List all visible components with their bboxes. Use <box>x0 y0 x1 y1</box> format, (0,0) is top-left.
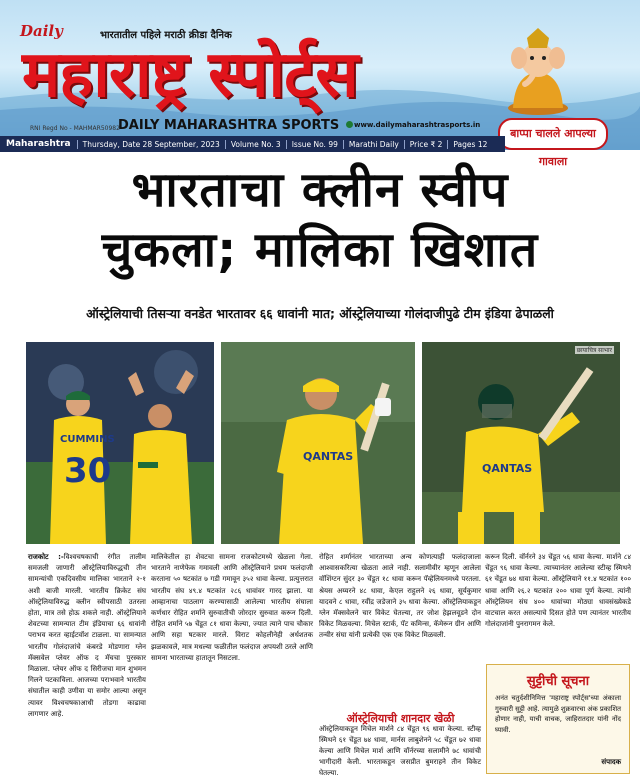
edition-volume: Volume No. 3 <box>225 140 286 149</box>
edition-price: Price ₹ 2 <box>404 140 448 149</box>
headline-line-1: भारताचा क्लीन स्वीप <box>131 162 509 218</box>
article-column-4: करून दिली. वॉर्नरने ३४ चेंडूत ५६ धावा केल्या. मार्शने ८४ चेंडूत ९६ धावा केल्या. त्याच्यानंतर आलेल्या स्टीव्ह स्मिथने ६१ चेंडूत ७४ धावा केल्या. ऑस्ट्रेलियाने ११.४ षटकांत १०० धावा आणि २६.२ षटकांत २०० धावा पूर्ण केल्या. त्यांनी ऑस्ट्रेलियन संघ ४०० धावांच्या मोठ्या धावसंख्येकडे वाटचाल करत असल्याचे दिसत होते पण त्यानंतर भारतीय गोलंदाजांनी पुनरागमन केले. <box>485 553 631 629</box>
edition-info-bar <box>0 136 505 152</box>
sub-headline: ऑस्ट्रेलियाची तिसऱ्या वनडेत भारतावर ६६ धावांनी मात; ऑस्ट्रेलियाच्या गोलंदाजीपुढे टीम इंडिया ढेपाळली <box>86 306 554 321</box>
svg-text:QANTAS: QANTAS <box>482 462 533 475</box>
notice-title: सुट्टीची सूचना <box>526 674 590 689</box>
masthead-title: महाराष्ट्र स्पोर्ट्स <box>22 38 358 112</box>
svg-text:30: 30 <box>64 451 112 491</box>
edition-state: Maharashtra <box>0 139 77 149</box>
article-column-1 <box>28 552 146 777</box>
edition-pages: Pages 12 <box>447 140 492 149</box>
edition-date: Thursday, Date 28 September, 2023 <box>77 140 225 149</box>
edition-issue: Issue No. 99 <box>286 140 343 149</box>
masthead-daily: Daily <box>20 22 63 40</box>
photo-players-celebrating <box>26 342 214 544</box>
svg-text:CUMMINS: CUMMINS <box>60 434 115 445</box>
festival-banner: बाप्पा चालले आपल्या गावाला <box>498 118 608 150</box>
masthead-tagline: भारतातील पहिले मराठी क्रीडा दैनिक <box>100 30 232 41</box>
masthead <box>0 0 640 168</box>
article-column-3: रोहित शर्मानंतर भारताच्या अन्य कोणत्याही फलंदाजाला आश्वासकरित्या खेळता आले नाही. सलामीवीर म्हणून आलेला वॉशिंग्टन सुंदर ३० चेंडूत १८ धावा करून पॅव्हेलियनमध्ये परतला. श्रेयस अय्यरने ४८ धावा, केएल राहुलने २६ धावा, सूर्यकुमार यादवने ८ धावा, रवींद्र जडेजाने ३५ धावा केल्या. ऑस्ट्रेलियाकडून ग्लेन मॅक्सवेलने चार विकेट घेतल्या, तर जोश हेझलवूडने दोन विकेट मिळवल्या. मिचेल स्टार्क, पॅट कमिन्स, कॅमेरून ग्रीन आणि तन्वीर संघा यांनी प्रत्येकी एक एक विकेट मिळवली. <box>319 553 481 640</box>
web-icon <box>346 121 353 128</box>
article-column-2: मालिकेतील हा शेवटचा सामना राजकोटमध्ये खेळला गेला. भारताने नाणेफेक गमावली आणि ऑस्ट्रेलियाने प्रथम फलंदाजी करताना ५० षटकांत ७ गडी गमावून ३५२ धावा केल्या. प्रत्युत्तरात भारतीय संघ ४९.४ षटकांत २८६ धावांवर गारद झाला. या आव्हानाचा पाठलाग करण्यासाठी आलेल्या भारतीय संघाला कर्णधार रोहित शर्माने सुरुवातीची जोरदार सुरुवात करून दिली. रोहित शर्माने ५७ चेंडूत ८१ धावा केल्या, ज्यात त्याने पाच चौकार आणि सहा षटकार मारले. विराट कोहलीनेही अर्धशतक झळकावले, मात्र मधल्या फळीतील फलंदाज अपयशी ठरले आणि सामना भारताच्या हातातून निसटला. <box>151 553 313 662</box>
section-subheading: ऑस्ट्रेलियाची शानदार खेळी <box>346 712 455 725</box>
photo-credit: छायाचित्र साभार <box>576 347 612 354</box>
article-col1-text: विश्वचषकाची रंगीत तालीम समजली जाणारी ऑस्ट्रेलियाविरुद्धची तीन सामन्यांची एकदिवसीय मालिका भारताने २-१ अशी बाजी मारली. भारतीय क्रिकेट संघ ऑस्ट्रेलियाविरुद्ध क्लीन स्वीपसाठी उतरला होता, मात्र तसे होऊ शकले नाही. ऑस्ट्रेलियाने शेवटच्या सामन्यात टीम इंडियाचा ६६ धावांनी पराभव करत व्हाईटवॉश टाळला. या सामन्यात भारतीय गोलंदाजांचे कंबरडे मोडणारा ग्लेन मॅक्सवेल प्लेयर ऑफ द मॅचचा पुरस्कार मिळाला. प्लेयर ऑफ द सिरीजचा मान शुभमन गिलने पटकाविला. आजच्या पराभवाने भारतीय संघातील काही उणीवा या समोर आल्या असून त्यावर विश्वचषकाआधी तोडगा काढावा लागणार आहे. <box>28 553 146 718</box>
article-dateline: राजकोट :- <box>28 553 64 561</box>
notice-signature: संपादक <box>601 758 621 766</box>
notice-body: अनंत चतुर्दशीनिमित्त 'महाराष्ट्र स्पोर्ट्स'च्या अंकाला गुरुवारी सुट्टी आहे. त्यामुळे शुक्रवारचा अंक प्रकाशित होणार नाही, याची वाचक, जाहिरातदार यांनी नोंद घ्यावी. <box>495 694 621 734</box>
headline-line-2: चुकला; मालिका खिशात <box>101 222 539 278</box>
ganesh-idol-image <box>505 28 571 116</box>
rni-number: RNI Regd No - MAHMAR50982 <box>30 125 120 132</box>
article-column-3b: ऑस्ट्रेलियाकडून मिचेल मार्शने ८४ चेंडूत ९६ धावा केल्या. स्टीव्ह स्मिथने ६१ चेंडूत ७४ धावा, मार्नस लाबुशेनने ५८ चेंडूत ७२ धावा केल्या आणि मिचेल मार्श आणि वॉर्नरच्या सलामीने ७८ धावांची भागीदारी केली. भारताकडून जसप्रीत बुमराहने तीन विकेट घेतल्या. <box>319 725 481 777</box>
holiday-notice-box <box>486 664 630 774</box>
edition-type: Marathi Daily <box>343 140 404 149</box>
svg-text:QANTAS: QANTAS <box>303 450 354 463</box>
photo-batsman-marsh <box>221 342 415 544</box>
english-name: DAILY MAHARASHTRA SPORTS <box>118 118 340 133</box>
main-headline <box>0 160 640 280</box>
photo-batsman-labuschagne <box>422 342 620 544</box>
website-link[interactable]: www.dailymaharashtrasports.in <box>354 121 481 129</box>
